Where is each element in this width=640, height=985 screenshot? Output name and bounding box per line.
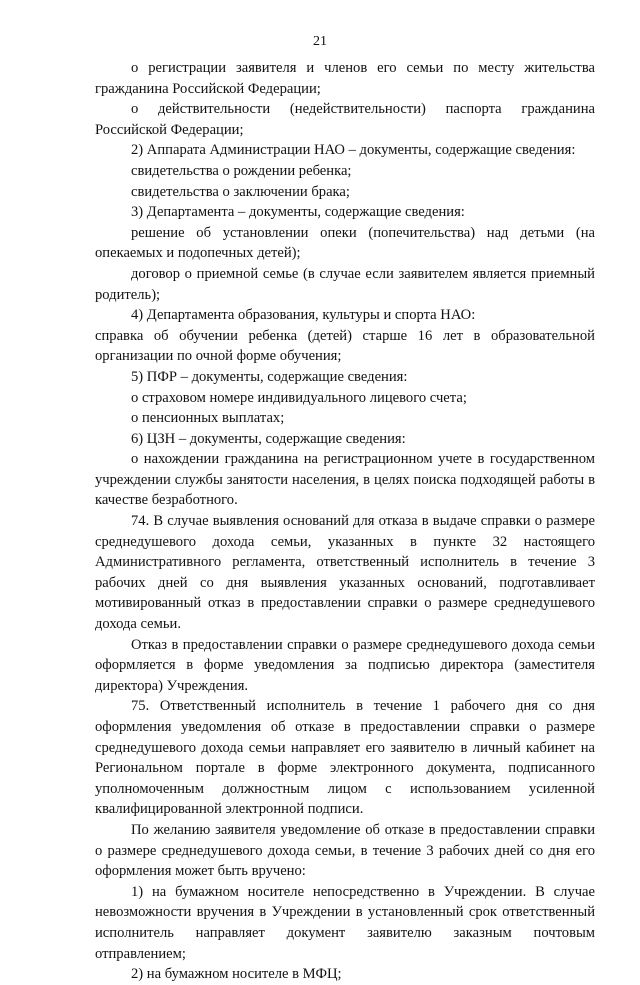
paragraph: о страховом номере индивидуального лицевого счета; — [131, 389, 467, 406]
paragraph: свидетельства о рождении ребенка; — [131, 162, 352, 179]
paragraph: о нахождении гражданина на регистрационном учете в государственном учреждении службы занятости населения, в целях поиска подходящей работы в качестве безработного. — [95, 451, 595, 509]
document-body — [95, 58, 595, 985]
paragraph: 5) ПФР – документы, содержащие сведения: — [131, 368, 408, 385]
paragraph: 4) Департамента образования, культуры и спорта НАО: — [131, 307, 476, 324]
paragraph: 2) Аппарата Администрации НАО – документы, содержащие сведения: — [131, 142, 576, 159]
paragraph: 6) ЦЗН – документы, содержащие сведения: — [131, 430, 406, 447]
paragraph: свидетельства о заключении брака; — [131, 183, 350, 200]
paragraph: справка об обучении ребенка (детей) старше 16 лет в образовательной организации по очной форме обучения; — [95, 327, 595, 365]
page-number: 21 — [313, 34, 327, 49]
paragraph: решение об установлении опеки (попечительства) над детьми (на опекаемых и подопечных детей); — [95, 224, 595, 262]
paragraph: Отказ в предоставлении справки о размере среднедушевого дохода семьи оформляется в форме уведомления за подписью директора (заместителя директора) Учреждения. — [95, 636, 595, 694]
paragraph: о пенсионных выплатах; — [131, 410, 285, 427]
paragraph: о действительности (недействительности) паспорта гражданина Российской Федерации; — [95, 101, 595, 138]
paragraph: 75. Ответственный исполнитель в течение 1 рабочего дня со дня оформления уведомления об отказе в предоставлении справки о размере среднедушевого дохода семьи направляет его заявителю в личный кабинет на Региональном портале в форме электронного документа, подписанного уполномоченным должностным лицом с использованием усиленной квалифицированной электронной подписи. — [95, 698, 595, 818]
paragraph: о регистрации заявителя и членов его семьи по месту жительства гражданина Российской Федерации; — [95, 60, 595, 97]
paragraph: договор о приемной семье (в случае если заявителем является приемный родитель); — [95, 265, 595, 303]
paragraph: 3) Департамента – документы, содержащие сведения: — [131, 204, 465, 221]
paragraph: 1) на бумажном носителе непосредственно в Учреждении. В случае невозможности вручения в Учреждении в установленный срок ответственный исполнитель направляет документ заявителю заказным почтовым отправлением; — [95, 883, 595, 962]
paragraph: 2) на бумажном носителе в МФЦ; — [131, 966, 342, 983]
paragraph: По желанию заявителя уведомление об отказе в предоставлении справки о размере среднедушевого дохода семьи, в течение 3 рабочих дней со дня его оформления может быть вручено: — [95, 821, 595, 880]
paragraph: 74. В случае выявления оснований для отказа в выдаче справки о размере среднедушевого дохода семьи, указанных в пункте 32 настоящего Административного регламента, ответственный исполнитель в течение 3 рабочих дней со дня выявления указанных оснований, подготавливает мотивированный отказ в предоставлении справки о размере среднедушевого дохода семьи. — [95, 513, 595, 633]
